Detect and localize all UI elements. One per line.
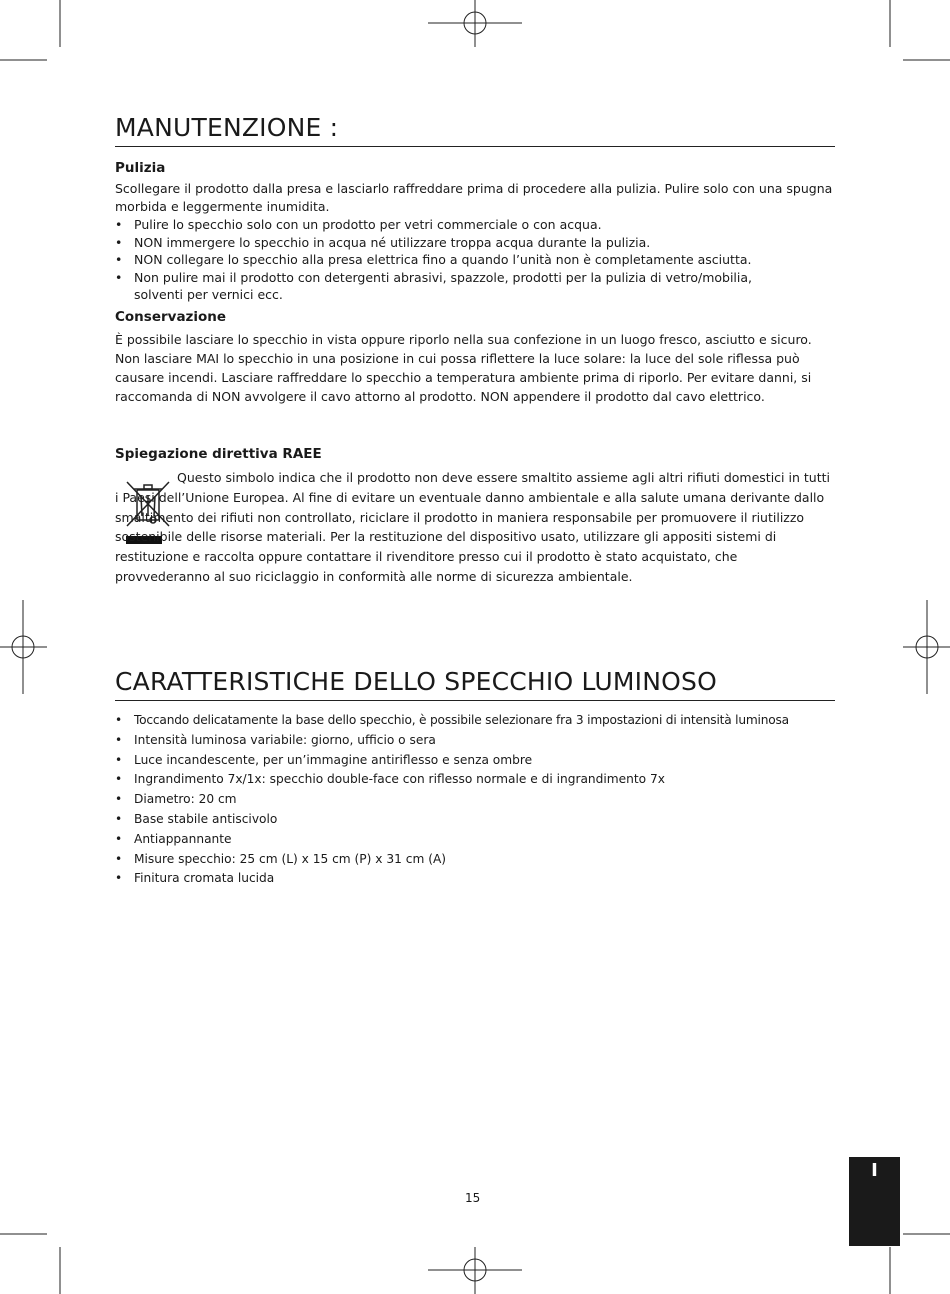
list-item: • Non pulire mai il prodotto con detergenti abrasivi, spazzole, prodotti per la pulizia di vetro/mobilia, solventi per vernici ecc. [115, 269, 804, 304]
list-item: • Intensità luminosa variabile: giorno, ufficio o sera [115, 731, 835, 751]
list-item: • Base stabile antiscivolo [115, 810, 835, 830]
list-item: • Ingrandimento 7x/1x: specchio double-face con riflesso normale e di ingrandimento 7x [115, 770, 835, 790]
list-item: • NON collegare lo specchio alla presa elettrica fino a quando l’unità non è completamente asciutta. [115, 251, 835, 269]
list-item: • Antiappannante [115, 830, 835, 850]
list-item: • Pulire lo specchio solo con un prodotto per vetri commerciale o con acqua. [115, 216, 835, 234]
list-item: • NON immergere lo specchio in acqua né utilizzare troppa acqua durante la pulizia. [115, 234, 835, 252]
list-item: • Luce incandescente, per un’immagine antiriflesso e senza ombre [115, 751, 835, 771]
page-number: 15 [465, 1191, 481, 1205]
list-item: • Finitura cromata lucida [115, 869, 835, 889]
section-title-caratteristiche: CARATTERISTICHE DELLO SPECCHIO LUMINOSO [115, 667, 835, 701]
language-tab: I [849, 1157, 900, 1246]
list-item: • Diametro: 20 cm [115, 790, 835, 810]
pulizia-bullet-list [115, 216, 835, 304]
raee-text: Questo simbolo indica che il prodotto non deve essere smaltito assieme agli altri rifiuti domestici in tutti i Paesi dell’Unione Europea. Al fine di evitare un eventuale danno ambientale e alla salute umana derivante dallo smaltimento dei rifiuti non controllato, riciclare il prodotto in maniera responsabile per promuovere il riutilizzo sostenibile delle risorse materiali. Per la restituzione del dispositivo usato, utilizzare gli appositi sistemi di restituzione e raccolta oppure contattare il rivenditore presso cui il prodotto è stato acquistato, che provvederanno al suo riciclaggio in conformità alle norme di sicurezza ambientale. [115, 470, 830, 584]
heading-raee: Spiegazione direttiva RAEE [115, 446, 322, 462]
pulizia-intro: Scollegare il prodotto dalla presa e lasciarlo raffreddare prima di procedere alla pulizia. Pulire solo con una spugna morbida e leggermente inumidita. [115, 181, 833, 214]
features-bullet-list [115, 711, 835, 889]
list-item: • Misure specchio: 25 cm (L) x 15 cm (P) x 31 cm (A) [115, 850, 835, 870]
heading-pulizia: Pulizia [115, 160, 166, 176]
list-item: • Toccando delicatamente la base dello specchio, è possibile selezionare fra 3 impostazioni di intensità luminosa [115, 711, 835, 731]
section-title-manutenzione: MANUTENZIONE : [115, 113, 835, 147]
heading-conservazione: Conservazione [115, 309, 227, 325]
conservazione-text: È possibile lasciare lo specchio in vista oppure riporlo nella sua confezione in un luogo fresco, asciutto e sicuro. Non lasciare MAI lo specchio in una posizione in cui possa riflettere la luce solare: la luce del sole riflessa può causare incendi. Lasciare raffreddare lo specchio a temperatura ambiente prima di riporlo. Per evitare danni, si raccomanda di NON avvolgere il cavo attorno al prodotto. NON appendere il prodotto dal cavo elettrico. [115, 332, 812, 404]
